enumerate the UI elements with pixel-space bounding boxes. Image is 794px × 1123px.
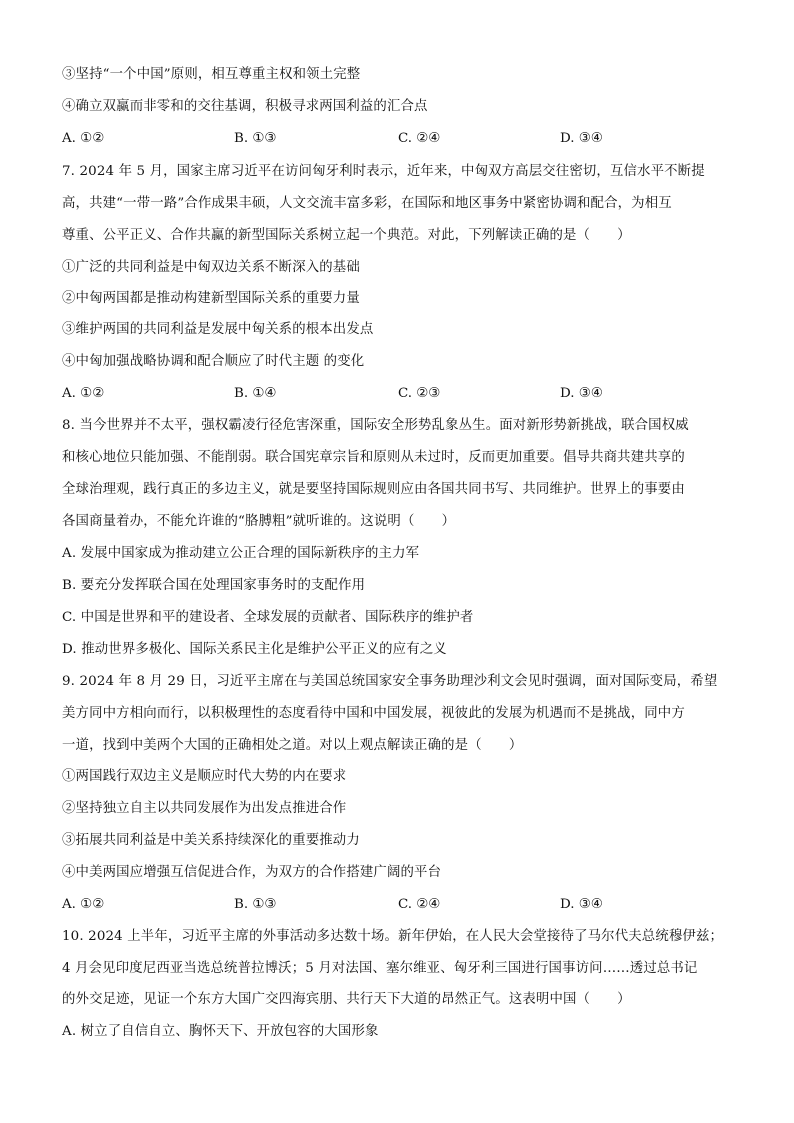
question-10-stem-line: 4 月会见印度尼西亚当选总统普拉博沃；5 月对法国、塞尔维亚、匈牙利三国进行国事访问……透过总书记 xyxy=(62,961,698,976)
question-8-option-d: D. 推动世界多极化、国际关系民主化是维护公平正义的应有之义 xyxy=(62,642,447,657)
question-8-stem-line: 全球治理观，践行真正的多边主义，就是要坚持国际规则应由各国共同书写、共同维护。世界上的事要由 xyxy=(62,482,685,497)
option-a: A. ①② xyxy=(62,386,105,401)
answer-options xyxy=(62,129,752,149)
option-b: B. ①③ xyxy=(234,131,277,146)
question-7-options xyxy=(62,384,752,404)
option-a: A. ①② xyxy=(62,897,105,912)
question-10-stem-line: 的外交足迹，见证一个东方大国广交四海宾朋、共行天下大道的昂然正气。这表明中国（ ） xyxy=(62,992,631,1007)
question-9-options xyxy=(62,895,752,915)
question-7-stem-line: 尊重、公平正义、合作共赢的新型国际关系树立起一个典范。对此，下列解读正确的是（ ） xyxy=(62,228,631,243)
question-7-statement-1: ①广泛的共同利益是中匈双边关系不断深入的基础 xyxy=(62,260,360,275)
option-c: C. ②④ xyxy=(398,131,441,146)
question-8-stem-line: 8. 当今世界并不太平，强权霸凌行径危害深重，国际安全形势乱象丛生。面对新形势新挑战，联合国权威 xyxy=(62,418,689,433)
question-9-statement-3: ③拓展共同利益是中美关系持续深化的重要推动力 xyxy=(62,833,360,848)
question-10-stem-line: 10. 2024 上半年，习近平主席的外事活动多达数十场。新年伊始，在人民大会堂接待了马尔代夫总统穆伊兹； xyxy=(62,929,724,944)
question-8-option-c: C. 中国是世界和平的建设者、全球发展的贡献者、国际秩序的维护者 xyxy=(62,610,474,625)
question-7-statement-3: ③维护两国的共同利益是发展中匈关系的根本出发点 xyxy=(62,322,374,337)
question-8-option-b: B. 要充分发挥联合国在处理国家事务时的支配作用 xyxy=(62,578,366,593)
question-7-stem-line: 7. 2024 年 5 月，国家主席习近平在访问匈牙利时表示，近年来，中匈双方高层交往密切，互信水平不断提 xyxy=(62,164,705,179)
option-d: D. ③④ xyxy=(560,386,603,401)
question-8-stem-line: 各国商量着办，不能允许谁的“胳膊粗”就听谁的。这说明（ ） xyxy=(62,514,456,529)
question-8-option-a: A. 发展中国家成为推动建立公正合理的国际新秩序的主力军 xyxy=(62,546,420,561)
question-9-statement-2: ②坚持独立自主以共同发展作为出发点推进合作 xyxy=(62,801,347,816)
statement-3: ③坚持“一个中国”原则，相互尊重主权和领土完整 xyxy=(62,67,361,82)
option-c: C. ②④ xyxy=(398,897,441,912)
option-b: B. ①④ xyxy=(234,386,277,401)
question-7-statement-4: ④中匈加强战略协调和配合顺应了时代主题 的变化 xyxy=(62,354,365,369)
question-7-stem-line: 高，共建“一带一路”合作成果丰硕，人文交流丰富多彩，在国际和地区事务中紧密协调和配合，为相互 xyxy=(62,196,672,211)
option-b: B. ①③ xyxy=(234,897,277,912)
option-a: A. ①② xyxy=(62,131,105,146)
question-9-statement-4: ④中美两国应增强互信促进合作，为双方的合作搭建广阔的平台 xyxy=(62,865,442,880)
question-9-stem-line: 一道，找到中美两个大国的正确相处之道。对以上观点解读正确的是（ ） xyxy=(62,738,523,753)
question-8-stem-line: 和核心地位只能加强、不能削弱。联合国宪章宗旨和原则从未过时，反而更加重要。倡导共商共建共享的 xyxy=(62,450,685,465)
option-d: D. ③④ xyxy=(560,131,603,146)
question-7-statement-2: ②中匈两国都是推动构建新型国际关系的重要力量 xyxy=(62,291,360,306)
question-9-stem-line: 美方同中方相向而行，以积极理性的态度看待中国和中国发展，视彼此的发展为机遇而不是挑战，同中方 xyxy=(62,706,685,721)
statement-4: ④确立双赢而非零和的交往基调，积极寻求两国利益的汇合点 xyxy=(62,99,428,114)
question-10-option-a: A. 树立了自信自立、胸怀天下、开放包容的大国形象 xyxy=(62,1024,379,1039)
option-c: C. ②③ xyxy=(398,386,441,401)
option-d: D. ③④ xyxy=(560,897,603,912)
question-9-stem-line: 9. 2024 年 8 月 29 日，习近平主席在与美国总统国家安全事务助理沙利文会见时强调，面对国际变局，希望 xyxy=(62,674,718,689)
question-9-statement-1: ①两国践行双边主义是顺应时代大势的内在要求 xyxy=(62,769,347,784)
